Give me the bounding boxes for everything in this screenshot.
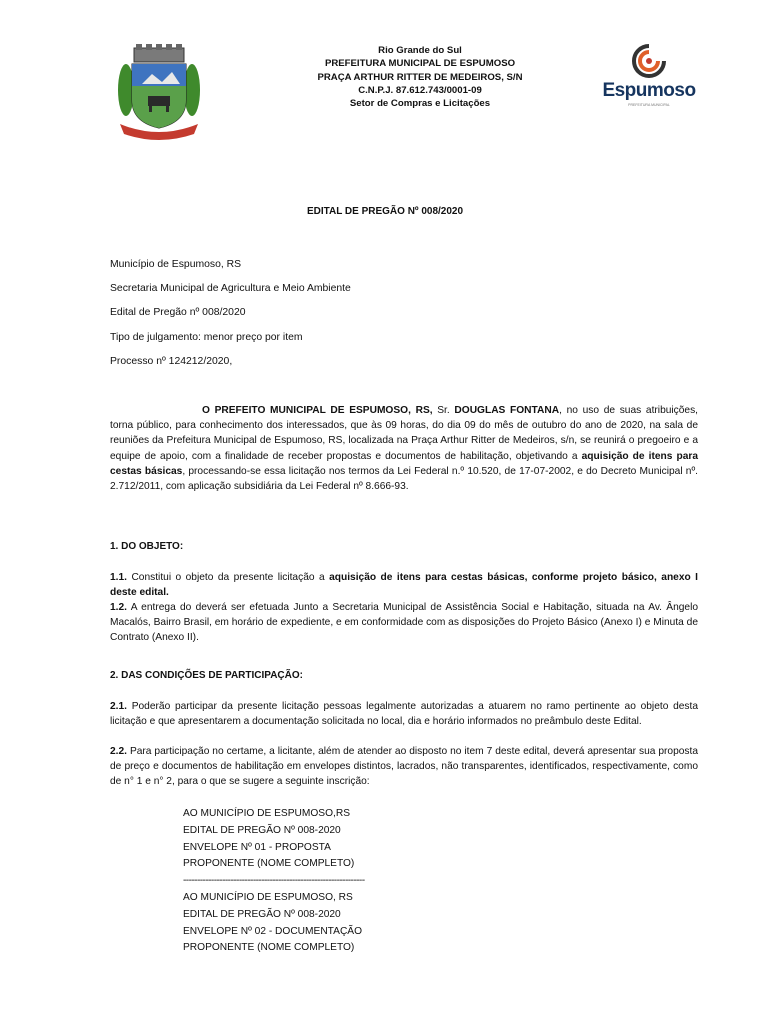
info-edital: Edital de Pregão nº 008/2020 (110, 307, 246, 318)
header-sector: Setor de Compras e Licitações (349, 98, 491, 110)
header-prefeitura: PREFEITURA MUNICIPAL DE ESPUMOSO (324, 58, 516, 70)
envelope-1-recipient: AO MUNICÍPIO DE ESPUMOSO,RS (183, 808, 350, 819)
info-secretariat: Secretaria Municipal de Agricultura e Meio Ambiente (110, 283, 351, 294)
header-cnpj: C.N.P.J. 87.612.743/0001-09 (358, 84, 482, 96)
envelope-1-edital: EDITAL DE PREGÃO Nº 008-2020 (183, 824, 341, 836)
info-process: Processo nº 124212/2020, (110, 356, 233, 367)
section-1-2: 1.2. A entrega do deverá ser efetuada Junto a Secretaria Municipal de Assistência Social e Habitação, situada na Av. Ângelo Macalós, Bairro Brasil, em horário de expediente, e em conformidade com as disposições do Projeto Básico (Anexo I) e Minuta de Contrato (Anexo II). (110, 602, 698, 644)
intro-mayor: O PREFEITO MUNICIPAL DE ESPUMOSO, RS, (202, 405, 433, 416)
espumoso-logo (598, 42, 700, 112)
document-title: EDITAL DE PREGÃO Nº 008/2020 (306, 206, 464, 217)
section-1-heading: 1. DO OBJETO: (110, 541, 184, 552)
letterhead (230, 44, 610, 110)
header-address: PRAÇA ARTHUR RITTER DE MEDEIROS, S/N (317, 71, 523, 83)
envelope-2-label: ENVELOPE Nº 02 - DOCUMENTAÇÃO (183, 925, 363, 937)
section-2-heading: 2. DAS CONDIÇÕES DE PARTICIPAÇÃO: (110, 670, 303, 681)
intro-mayor-name: DOUGLAS FONTANA (454, 405, 560, 416)
intro-paragraph: O PREFEITO MUNICIPAL DE ESPUMOSO, RS, Sr. DOUGLAS FONTANA, no uso de suas atribuições, torna público, para conhecimento dos interessados, que às 09 horas, do dia 09 do mês de outubro do ano de 2020, na sala de reuniões da Prefeitura Municipal de Espumoso, RS, localizada na Praça Arthur Ritter de Medeiros, s/n, se reunirá o pregoeiro e a equipe de apoio, com a finalidade de receber propostas e documentos de habilitação, objetivando a aquisição de itens para cestas básicas, processando-se essa licitação nos termos da Lei Federal n.º 10.520, de 17-07-2002, e do Decreto Municipal nº. 2.712/2011, com aplicação subsidiária da Lei Federal nº 8.666-93. (110, 405, 699, 493)
section-2-1: 2.1. Poderão participar da presente licitação pessoas legalmente autorizadas a atuarem no ramo pertinente ao objeto desta licitação e que apresentarem a documentação solicitada no local, dia e horário informados no preâmbulo deste Edital. (110, 701, 698, 728)
envelope-2-recipient: AO MUNICÍPIO DE ESPUMOSO, RS (183, 891, 353, 903)
info-municipality: Município de Espumoso, RS (110, 259, 242, 270)
logo-subtitle: PREFEITURA MUNICIPAL (628, 103, 670, 107)
envelope-2-proponent: PROPONENTE (NOME COMPLETO) (183, 942, 355, 954)
logo-wordmark: Espumoso (602, 80, 696, 101)
municipal-crest (116, 44, 202, 140)
envelope-1-proponent: PROPONENTE (NOME COMPLETO) (183, 858, 355, 870)
intro-object: aquisição de itens para cestas básicas (110, 450, 699, 477)
envelope-separator: ----------------------------------------------------------------- (183, 875, 365, 887)
envelope-inscriptions (183, 806, 365, 957)
envelope-1-label: ENVELOPE Nº 01 - PROPOSTA (183, 841, 331, 853)
envelope-2-edital: EDITAL DE PREGÃO Nº 008-2020 (183, 908, 341, 920)
info-judgment-type: Tipo de julgamento: menor preço por item (110, 332, 303, 343)
section-1-1: 1.1. Constitui o objeto da presente licitação a aquisição de itens para cestas básicas, conforme projeto básico, anexo I deste edital. (110, 572, 698, 599)
section-2-2: 2.2. Para participação no certame, a licitante, além de atender ao disposto no item 7 deste edital, deverá apresentar sua proposta de preço e documentos de habilitação em envelopes distintos, lacrados, não transparentes, identificados, respectivamente, como de n° 1 e n° 2, para o que se sugere a seguinte inscrição: (110, 746, 698, 788)
header-state: Rio Grande do Sul (378, 45, 462, 56)
